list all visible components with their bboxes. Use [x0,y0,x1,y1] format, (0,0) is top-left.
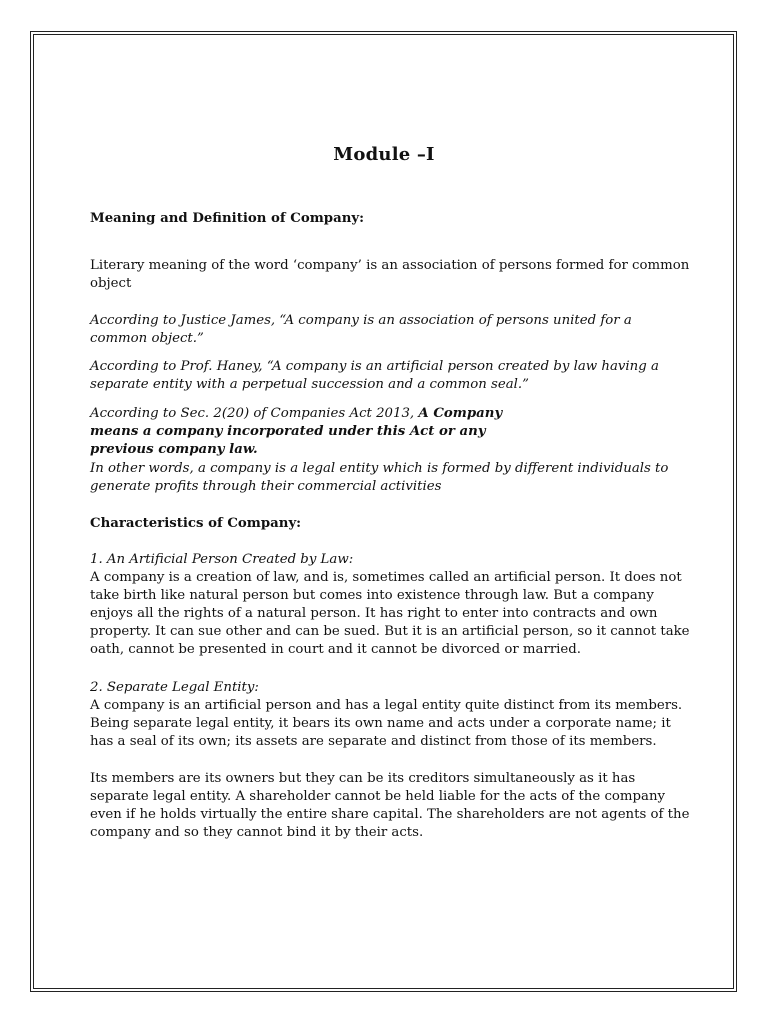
justice-james-definition: According to Justice James, “A company is an association of persons united for a common object.” [90,313,632,346]
char2-body: A company is an artificial person and has a legal entity quite distinct from its members. Being separate legal entity, it bears its own name and acts under a corporate name; it has a seal of its own; its assets are separate and distinct from those of its members. [90,698,683,749]
characteristics-heading: Characteristics of Company: [90,516,302,531]
other-words-definition: In other words, a company is a legal entity which is formed by different individuals to generate profits through their commercial activities [90,461,669,494]
char1-title: 1. An Artificial Person Created by Law: [90,552,354,567]
page-border [30,31,737,992]
char2-title: 2. Separate Legal Entity: [90,680,259,695]
literary-meaning: Literary meaning of the word ‘company’ is an association of persons formed for common object [90,258,690,291]
companies-act-definition [90,405,510,459]
prof-haney-definition: According to Prof. Haney, “A company is an artificial person created by law having a separate entity with a perpetual succession and a common seal.” [90,359,659,392]
char1-body: A company is a creation of law, and is, sometimes called an artificial person. It does not take birth like natural person but comes into existence through law. But a company enjoys all the rights of a natural person. It has right to enter into contracts and own property. It can sue other and can be sued. But it is an artificial person, so it cannot take oath, cannot be presented in court and it cannot be divorced or married. [90,570,690,657]
companies-act-prefix: According to Sec. 2(20) of Companies Act 2013, [90,406,419,421]
companies-act-bold: A Company means a company incorporated under this Act or any previous company law. [90,406,503,457]
char2-body-continued: Its members are its owners but they can be its creditors simultaneously as it has separate legal entity. A shareholder cannot be held liable for the acts of the company even if he holds virtually the entire share capital. The shareholders are not agents of the company and so they cannot bind it by their acts. [90,771,690,840]
page-title: Module –I [333,144,435,165]
meaning-heading: Meaning and Definition of Company: [90,211,365,226]
